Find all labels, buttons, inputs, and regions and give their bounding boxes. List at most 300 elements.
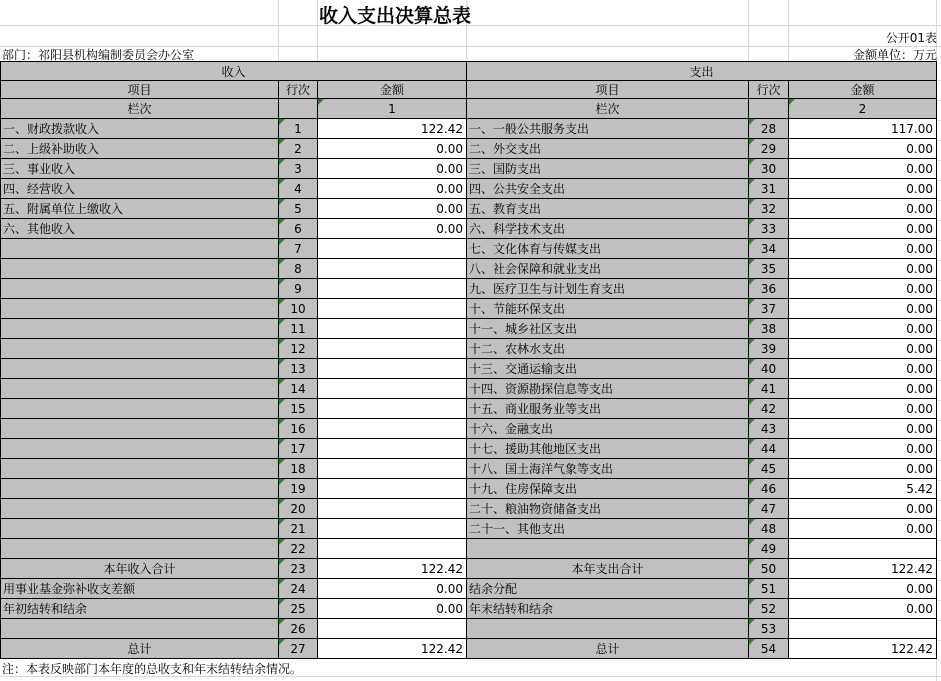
income-item-cell[interactable] [1,579,279,599]
cell-text: 0.00 [436,581,463,596]
flag-triangle-icon [749,219,755,225]
table-row [1,259,937,279]
cell-text: 42 [760,401,777,416]
income-item-cell[interactable] [1,199,279,219]
expense-index-blank-cell[interactable] [749,99,789,119]
income-item-cell[interactable] [1,179,279,199]
expense-rowno-cell[interactable] [749,359,789,379]
income-section-label: 收入 [221,64,246,79]
income-amount-cell[interactable] [318,259,467,279]
column-header-label: 行次 [285,83,310,97]
income-item-cell[interactable] [1,239,279,259]
expense-amount-cell[interactable] [789,279,937,299]
expense-rowno-cell[interactable] [749,499,789,519]
table-row [1,359,937,379]
income-rowno-cell[interactable] [279,499,318,519]
income-index-label-cell[interactable] [1,99,279,119]
cell-text: 0.00 [906,321,933,336]
expense-amount-cell[interactable] [789,419,937,439]
expense-item-cell[interactable] [467,219,749,239]
expense-item-cell[interactable] [467,279,749,299]
cell-text: 13 [290,361,306,376]
cell-text: 0.00 [906,381,933,396]
section-header-row [1,62,937,81]
income-amount-cell[interactable] [318,539,467,559]
expense-amount-cell[interactable] [789,619,937,639]
income-item-cell[interactable] [1,319,279,339]
cell-text: 七、文化体育与传媒支出 [469,242,602,256]
expense-item-cell[interactable] [467,599,749,619]
cell-text: 0.00 [436,161,463,176]
cell-text: 22 [290,541,306,556]
flag-triangle-icon [749,639,755,645]
income-rowno-cell[interactable] [279,219,318,239]
income-amount-cell[interactable] [318,399,467,419]
income-rowno-cell[interactable] [279,579,318,599]
income-amount-cell[interactable] [318,479,467,499]
cell-text: 二十、粮油物资储备支出 [469,502,602,516]
expense-amount-header-cell[interactable] [789,81,937,99]
income-rowno-cell[interactable] [279,299,318,319]
cell-text: 45 [760,461,777,476]
gridline [788,0,789,61]
income-amount-cell[interactable] [318,419,467,439]
expense-item-cell[interactable] [467,339,749,359]
expense-item-cell[interactable] [467,379,749,399]
expense-amount-cell[interactable] [789,599,937,619]
expense-rowno-cell[interactable] [749,319,789,339]
expense-amount-cell[interactable] [789,139,937,159]
cell-text: 年初结转和结余 [3,602,88,616]
cell-text: 总计 [127,642,152,656]
expense-amount-cell[interactable] [789,259,937,279]
expense-item-cell[interactable] [467,199,749,219]
income-item-cell[interactable] [1,399,279,419]
cell-text: 46 [760,481,777,496]
expense-rowno-cell[interactable] [749,279,789,299]
cell-text: 0.00 [906,401,933,416]
cell-text: 9 [294,281,302,296]
expense-item-cell[interactable] [467,619,749,639]
income-amount-cell[interactable] [318,599,467,619]
income-item-cell[interactable] [1,639,279,659]
flag-triangle-icon [279,579,285,585]
income-item-cell[interactable] [1,439,279,459]
table-row [1,639,937,659]
income-item-cell[interactable] [1,219,279,239]
expense-amount-cell[interactable] [789,359,937,379]
cell-text: 35 [760,261,777,276]
flag-triangle-icon [279,299,285,305]
income-item-header-cell[interactable] [1,81,279,99]
income-item-cell[interactable] [1,539,279,559]
table-row [1,539,937,559]
expense-item-cell[interactable] [467,579,749,599]
amount-unit-label: 金额单位：万元 [852,48,937,62]
expense-amount-cell[interactable] [789,219,937,239]
cell-text: 总计 [595,642,620,656]
expense-amount-cell[interactable] [789,499,937,519]
income-item-cell[interactable] [1,119,279,139]
expense-amount-cell[interactable] [789,519,937,539]
cell-text: 41 [760,381,777,396]
expense-item-cell[interactable] [467,179,749,199]
income-rowno-cell[interactable] [279,399,318,419]
flag-triangle-icon [749,359,755,365]
flag-triangle-icon [279,219,285,225]
expense-item-cell[interactable] [467,319,749,339]
flag-triangle-icon [749,279,755,285]
expense-amount-cell[interactable] [789,319,937,339]
income-amount-cell[interactable] [318,499,467,519]
expense-amount-cell[interactable] [789,459,937,479]
income-rowno-cell[interactable] [279,559,318,579]
cell-text: 五、附属单位上缴收入 [3,202,124,216]
flag-triangle-icon [279,619,285,625]
income-rowno-cell[interactable] [279,179,318,199]
expense-index-value-cell[interactable] [789,99,937,119]
expense-item-cell[interactable] [467,159,749,179]
income-amount-cell[interactable] [318,159,467,179]
cell-text: 20 [290,501,306,516]
expense-rowno-cell[interactable] [749,159,789,179]
expense-rowno-cell[interactable] [749,519,789,539]
cell-text: 十七、援助其他地区支出 [469,442,602,456]
gridline [748,0,749,61]
cell-text: 十、节能环保支出 [469,302,566,316]
income-rowno-cell[interactable] [279,419,318,439]
index-value: 1 [388,101,396,116]
income-amount-cell[interactable] [318,619,467,639]
cell-text: 2 [294,141,302,156]
cell-text: 47 [760,501,777,516]
income-amount-cell[interactable] [318,339,467,359]
expense-amount-cell[interactable] [789,339,937,359]
flag-triangle-icon [749,119,755,125]
expense-item-cell[interactable] [467,419,749,439]
cell-text: 11 [290,321,306,336]
income-item-cell[interactable] [1,139,279,159]
expense-amount-cell[interactable] [789,379,937,399]
flag-triangle-icon [749,259,755,265]
cell-text: 34 [760,241,777,256]
income-item-cell[interactable] [1,479,279,499]
cell-text: 0.00 [906,161,933,176]
expense-index-label-cell[interactable] [467,99,749,119]
cell-text: 0.00 [906,241,933,256]
expense-amount-cell[interactable] [789,119,937,139]
flag-triangle-icon [749,479,755,485]
cell-text: 0.00 [906,141,933,156]
expense-amount-cell[interactable] [789,179,937,199]
expense-item-cell[interactable] [467,519,749,539]
cell-text: 用事业基金弥补收支差额 [3,582,136,596]
expense-rowno-cell[interactable] [749,639,789,659]
flag-triangle-icon [279,519,285,525]
expense-rowno-cell[interactable] [749,559,789,579]
income-item-cell[interactable] [1,559,279,579]
expense-rowno-cell[interactable] [749,219,789,239]
cell-text: 23 [290,561,306,576]
expense-item-header-cell[interactable] [467,81,749,99]
cell-text: 十四、资源勘探信息等支出 [469,382,614,396]
cell-text: 0.00 [906,461,933,476]
table-row [1,179,937,199]
expense-item-cell[interactable] [467,439,749,459]
income-amount-cell[interactable] [318,119,467,139]
table-row [1,499,937,519]
cell-text: 三、国防支出 [469,162,542,176]
income-amount-cell[interactable] [318,239,467,259]
cell-text: 十六、金融支出 [469,422,554,436]
expense-rowno-cell[interactable] [749,579,789,599]
income-rowno-cell[interactable] [279,439,318,459]
income-item-cell[interactable] [1,499,279,519]
cell-text: 0.00 [906,581,933,596]
income-amount-cell[interactable] [318,439,467,459]
cell-text: 15 [290,401,306,416]
expense-amount-cell[interactable] [789,399,937,419]
flag-triangle-icon [279,319,285,325]
income-rowno-cell[interactable] [279,459,318,479]
income-rowno-cell[interactable] [279,359,318,379]
expense-amount-cell[interactable] [789,539,937,559]
expense-section-header-cell[interactable] [467,62,937,81]
income-rowno-cell[interactable] [279,639,318,659]
expense-rowno-cell[interactable] [749,479,789,499]
income-item-cell[interactable] [1,299,279,319]
cell-text: 37 [760,301,777,316]
income-amount-cell[interactable] [318,559,467,579]
income-item-cell[interactable] [1,619,279,639]
expense-item-cell[interactable] [467,539,749,559]
income-rowno-cell[interactable] [279,259,318,279]
expense-amount-cell[interactable] [789,199,937,219]
cell-text: 四、经营收入 [3,182,76,196]
income-item-cell[interactable] [1,279,279,299]
income-section-header-cell[interactable] [1,62,467,81]
income-rowno-cell[interactable] [279,539,318,559]
flag-triangle-icon [749,559,755,565]
expense-item-cell[interactable] [467,139,749,159]
income-rowno-cell[interactable] [279,199,318,219]
expense-item-cell[interactable] [467,499,749,519]
cell-text: 10 [290,301,306,316]
cell-text: 十五、商业服务业等支出 [469,402,602,416]
cell-text: 十一、城乡社区支出 [469,322,578,336]
income-rowno-cell[interactable] [279,599,318,619]
income-amount-cell[interactable] [318,279,467,299]
flag-triangle-icon [749,439,755,445]
cell-text: 39 [760,341,777,356]
income-rowno-cell[interactable] [279,139,318,159]
expense-amount-cell[interactable] [789,479,937,499]
income-amount-cell[interactable] [318,579,467,599]
expense-rowno-cell[interactable] [749,399,789,419]
expense-rowno-cell[interactable] [749,419,789,439]
income-amount-cell[interactable] [318,299,467,319]
income-rowno-cell[interactable] [279,119,318,139]
cell-text: 38 [760,321,777,336]
index-label: 栏次 [127,102,152,116]
expense-rowno-cell[interactable] [749,539,789,559]
income-item-cell[interactable] [1,519,279,539]
flag-triangle-icon [279,459,285,465]
expense-rowno-cell[interactable] [749,299,789,319]
expense-item-cell[interactable] [467,479,749,499]
income-item-cell[interactable] [1,379,279,399]
income-amount-cell[interactable] [318,359,467,379]
expense-rowno-cell[interactable] [749,119,789,139]
cell-text: 十三、交通运输支出 [469,362,578,376]
income-rowno-header-cell[interactable] [279,81,318,99]
expense-amount-cell[interactable] [789,579,937,599]
income-item-cell[interactable] [1,359,279,379]
expense-item-cell[interactable] [467,459,749,479]
page-title: 收入支出决算总表 [318,5,471,27]
cell-text: 0.00 [436,201,463,216]
income-index-blank-cell[interactable] [279,99,318,119]
income-rowno-cell[interactable] [279,319,318,339]
expense-amount-cell[interactable] [789,239,937,259]
income-item-cell[interactable] [1,419,279,439]
income-rowno-cell[interactable] [279,379,318,399]
expense-amount-cell[interactable] [789,299,937,319]
cell-text: 0.00 [436,141,463,156]
cell-text: 0.00 [906,221,933,236]
cell-text: 0.00 [906,421,933,436]
table-row [1,379,937,399]
expense-amount-cell[interactable] [789,159,937,179]
flag-triangle-icon [749,159,755,165]
income-amount-cell[interactable] [318,319,467,339]
expense-item-cell[interactable] [467,239,749,259]
cell-text: 0.00 [906,601,933,616]
flag-triangle-icon [279,159,285,165]
cell-text: 25 [290,601,306,616]
income-rowno-cell[interactable] [279,339,318,359]
table-row [1,579,937,599]
expense-item-cell[interactable] [467,359,749,379]
expense-rowno-cell[interactable] [749,339,789,359]
income-item-cell[interactable] [1,159,279,179]
expense-rowno-cell[interactable] [749,199,789,219]
cell-text: 八、社会保障和就业支出 [469,262,602,276]
cell-text: 二、外交支出 [469,142,542,156]
income-amount-cell[interactable] [318,459,467,479]
income-item-cell[interactable] [1,599,279,619]
income-rowno-cell[interactable] [279,279,318,299]
cell-text: 0.00 [906,181,933,196]
flag-triangle-icon [279,259,285,265]
expense-item-cell[interactable] [467,399,749,419]
cell-text: 36 [760,281,777,296]
expense-amount-cell[interactable] [789,639,937,659]
index-label: 栏次 [595,102,620,116]
flag-triangle-icon [749,459,755,465]
cell-text: 十八、国土海洋气象等支出 [469,462,614,476]
expense-rowno-cell[interactable] [749,139,789,159]
income-amount-cell[interactable] [318,639,467,659]
expense-rowno-cell[interactable] [749,239,789,259]
expense-rowno-cell[interactable] [749,439,789,459]
cell-text: 0.00 [906,261,933,276]
income-rowno-cell[interactable] [279,619,318,639]
flag-triangle-icon [749,499,755,505]
expense-rowno-cell[interactable] [749,599,789,619]
cell-text: 43 [760,421,777,436]
income-amount-cell[interactable] [318,379,467,399]
cell-text: 0.00 [436,601,463,616]
income-amount-cell[interactable] [318,179,467,199]
income-amount-header-cell[interactable] [318,81,467,99]
expense-amount-cell[interactable] [789,439,937,459]
expense-item-cell[interactable] [467,119,749,139]
cell-text: 17 [290,441,306,456]
flag-triangle-icon [279,639,285,645]
table-row [1,439,937,459]
cell-text: 16 [290,421,306,436]
income-rowno-cell[interactable] [279,239,318,259]
income-index-value-cell[interactable] [318,99,467,119]
cell-text: 0.00 [906,361,933,376]
column-header-label: 金额 [850,83,875,97]
flag-triangle-icon [749,599,755,605]
income-rowno-cell[interactable] [279,159,318,179]
flag-triangle-icon [749,539,755,545]
expense-rowno-cell[interactable] [749,259,789,279]
expense-rowno-cell[interactable] [749,379,789,399]
expense-item-cell[interactable] [467,299,749,319]
expense-rowno-cell[interactable] [749,459,789,479]
cell-text: 24 [290,581,306,596]
cell-text: 44 [760,441,777,456]
expense-rowno-cell[interactable] [749,179,789,199]
expense-rowno-cell[interactable] [749,619,789,639]
flag-triangle-icon [279,559,285,565]
summary-table [0,61,937,659]
flag-triangle-icon [279,339,285,345]
cell-text: 年末结转和结余 [469,602,554,616]
table-row [1,299,937,319]
column-header-label: 金额 [379,83,404,97]
expense-amount-cell[interactable] [789,559,937,579]
income-amount-cell[interactable] [318,219,467,239]
income-item-cell[interactable] [1,259,279,279]
cell-text: 五、教育支出 [469,202,542,216]
flag-triangle-icon [279,119,285,125]
cell-text: 26 [290,621,306,636]
income-rowno-cell[interactable] [279,519,318,539]
income-amount-cell[interactable] [318,139,467,159]
expense-item-cell[interactable] [467,259,749,279]
table-row [1,519,937,539]
income-amount-cell[interactable] [318,199,467,219]
cell-text: 29 [760,141,777,156]
cell-text: 一、一般公共服务支出 [469,122,590,136]
expense-item-cell[interactable] [467,559,749,579]
flag-triangle-icon [279,379,285,385]
income-item-cell[interactable] [1,459,279,479]
expense-rowno-header-cell[interactable] [749,81,789,99]
income-rowno-cell[interactable] [279,479,318,499]
income-amount-cell[interactable] [318,519,467,539]
expense-item-cell[interactable] [467,639,749,659]
cell-text: 51 [760,581,777,596]
income-item-cell[interactable] [1,339,279,359]
flag-triangle-icon [749,319,755,325]
cell-text: 28 [760,121,777,136]
